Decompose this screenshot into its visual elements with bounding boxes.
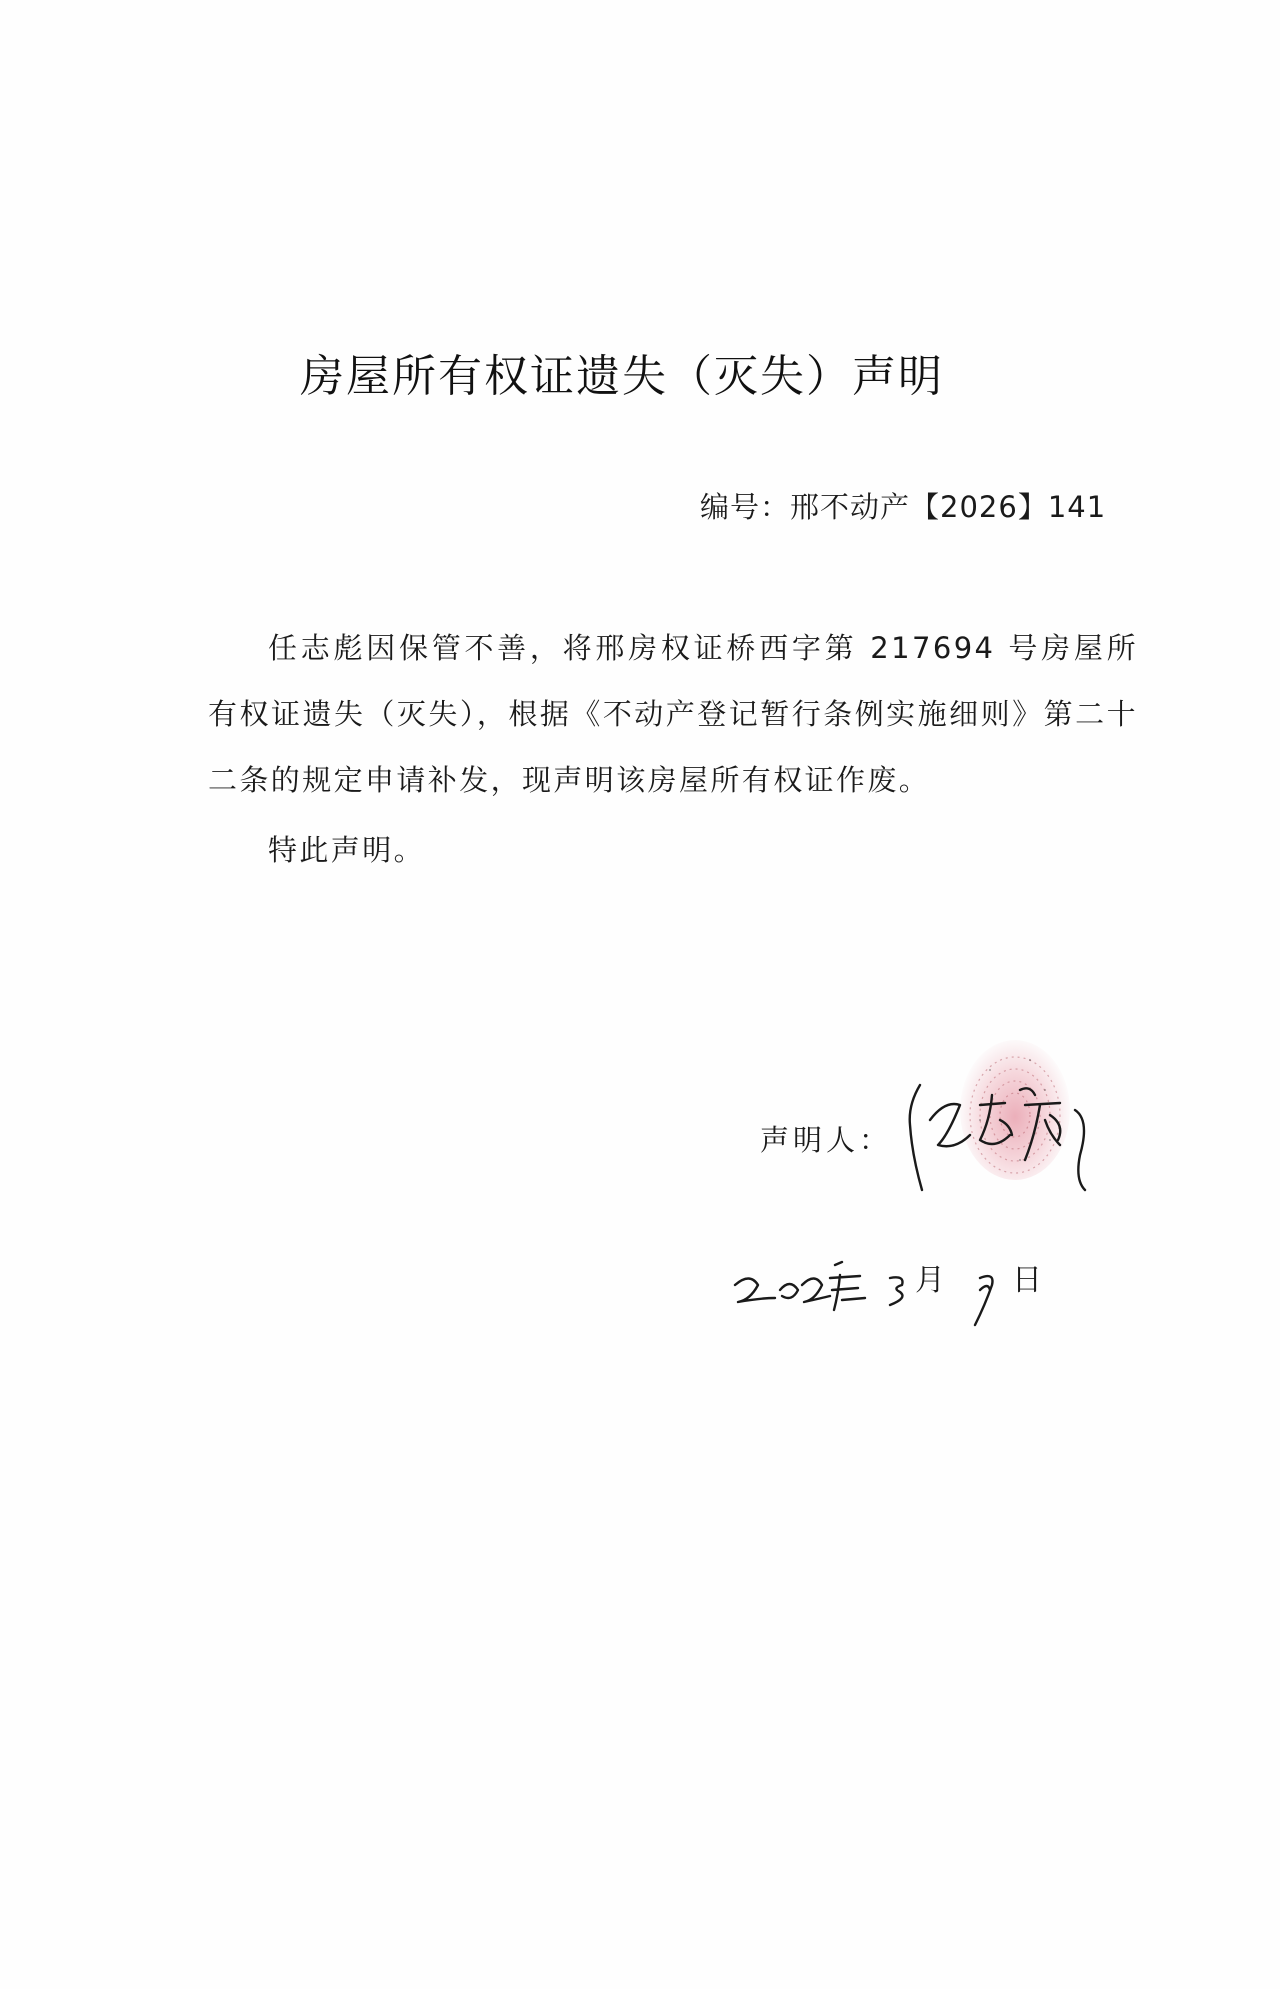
document-number <box>700 485 1150 526</box>
document-body <box>208 615 1138 813</box>
document-number-value: 邢不动产【2026】141 <box>790 490 1107 524</box>
declarant-name <box>0 0 1 1</box>
document-title: 房屋所有权证遗失（灭失）声明 <box>300 351 944 402</box>
document-number-label: 编号： <box>700 490 791 524</box>
closing-statement: 特此声明。 <box>268 833 426 867</box>
date-month-char: 月 <box>915 1263 945 1298</box>
date-day-char: 日 <box>1012 1263 1042 1298</box>
declarant-signature-icon <box>900 1065 1100 1205</box>
body-paragraph: 任志彪因保管不善，将邢房权证桥西字第 217694 号房屋所有权证遗失（灭失），根据《不动产登记暂行条例实施细则》第二十二条的规定申请补发，现声明该房屋所有权证作废。 <box>208 631 1138 797</box>
declarant-label: 声明人： <box>760 1123 893 1157</box>
date-full <box>0 0 1 1</box>
